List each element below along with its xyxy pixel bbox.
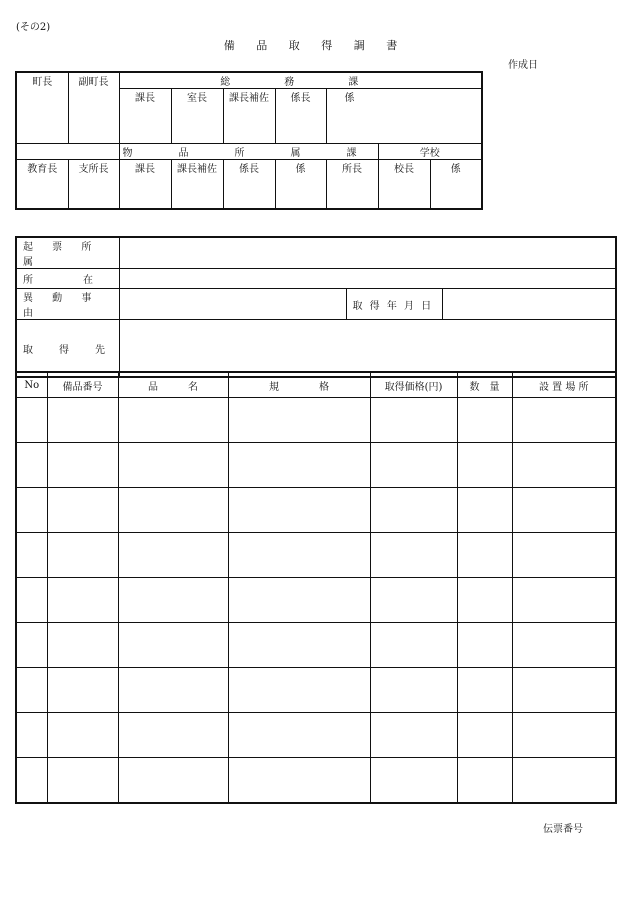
table-cell[interactable] — [118, 533, 228, 578]
table-cell[interactable] — [16, 713, 47, 758]
acq-date-label: 取 得 年 月 日 — [346, 289, 442, 320]
table-cell[interactable] — [512, 488, 616, 533]
table-cell[interactable] — [457, 668, 512, 713]
table-cell[interactable] — [16, 443, 47, 488]
reason-field[interactable] — [119, 289, 346, 320]
table-cell[interactable] — [457, 533, 512, 578]
reason-label: 異 動 事 由 — [16, 289, 119, 320]
table-cell[interactable] — [47, 443, 118, 488]
table-row — [16, 443, 616, 488]
table-cell[interactable] — [370, 713, 457, 758]
table-cell[interactable] — [118, 623, 228, 668]
table-cell[interactable] — [118, 713, 228, 758]
table-cell[interactable] — [16, 758, 47, 804]
info-table — [15, 236, 617, 378]
table-cell[interactable] — [16, 533, 47, 578]
table-cell[interactable] — [457, 713, 512, 758]
general-affairs-label: 総 務 課 — [119, 72, 482, 89]
table-cell[interactable] — [457, 443, 512, 488]
ga-staff-label: 係 — [326, 89, 482, 144]
ga-chief-label: 課長 — [119, 89, 171, 144]
table-cell[interactable] — [457, 488, 512, 533]
table-cell[interactable] — [16, 398, 47, 443]
table-cell[interactable] — [47, 533, 118, 578]
table-row — [16, 398, 616, 443]
col-spec: 規 格 — [228, 372, 370, 398]
origin-dept-field[interactable] — [119, 237, 616, 269]
school-staff-label: 係 — [430, 160, 482, 210]
table-cell[interactable] — [228, 713, 370, 758]
table-cell[interactable] — [512, 578, 616, 623]
table-row — [16, 623, 616, 668]
office-head-label: 所長 — [326, 160, 378, 210]
ga-assistant-chief-label: 課長補佐 — [223, 89, 275, 144]
table-cell[interactable] — [228, 488, 370, 533]
table-cell[interactable] — [512, 443, 616, 488]
voucher-number-label: 伝票番号 — [543, 824, 583, 835]
table-cell[interactable] — [228, 398, 370, 443]
table-row — [16, 758, 616, 804]
table-cell[interactable] — [512, 623, 616, 668]
table-cell[interactable] — [118, 668, 228, 713]
table-cell[interactable] — [47, 668, 118, 713]
principal-label: 校長 — [378, 160, 430, 210]
dept-section-chief-label: 係長 — [223, 160, 275, 210]
table-cell[interactable] — [118, 488, 228, 533]
table-cell[interactable] — [16, 668, 47, 713]
table-cell[interactable] — [228, 623, 370, 668]
table-cell[interactable] — [47, 713, 118, 758]
table-cell[interactable] — [228, 578, 370, 623]
table-cell[interactable] — [47, 488, 118, 533]
school-label: 学校 — [378, 144, 482, 160]
table-cell[interactable] — [512, 533, 616, 578]
table-cell[interactable] — [370, 533, 457, 578]
col-item-name: 品 名 — [118, 372, 228, 398]
table-cell[interactable] — [118, 578, 228, 623]
table-cell[interactable] — [118, 443, 228, 488]
location-label: 所 在 — [16, 269, 119, 289]
table-cell[interactable] — [47, 758, 118, 804]
dept-staff-label: 係 — [275, 160, 326, 210]
table-cell[interactable] — [457, 578, 512, 623]
dept-assistant-chief-label: 課長補佐 — [171, 160, 223, 210]
table-cell[interactable] — [370, 488, 457, 533]
table-row — [16, 533, 616, 578]
superintendent-label: 教育長 — [16, 160, 68, 210]
table-cell[interactable] — [228, 443, 370, 488]
table-row — [16, 578, 616, 623]
table-cell[interactable] — [370, 758, 457, 804]
col-item-number: 備品番号 — [47, 372, 118, 398]
table-row — [16, 488, 616, 533]
col-location: 設 置 場 所 — [512, 372, 616, 398]
items-table — [15, 371, 617, 804]
table-cell[interactable] — [457, 623, 512, 668]
table-cell[interactable] — [512, 668, 616, 713]
table-cell[interactable] — [16, 488, 47, 533]
created-date-label: 作成日 — [508, 60, 538, 71]
table-cell[interactable] — [228, 758, 370, 804]
table-cell[interactable] — [457, 398, 512, 443]
ga-section-chief-label: 係長 — [275, 89, 326, 144]
col-no: No — [16, 372, 47, 398]
table-cell[interactable] — [370, 623, 457, 668]
table-cell[interactable] — [370, 578, 457, 623]
blank-cell — [16, 144, 119, 160]
table-row — [16, 668, 616, 713]
location-field[interactable] — [119, 269, 616, 289]
page-title: 備 品 取 得 調 書 — [223, 39, 407, 52]
table-cell[interactable] — [47, 623, 118, 668]
table-cell[interactable] — [457, 758, 512, 804]
table-cell[interactable] — [118, 398, 228, 443]
table-cell[interactable] — [370, 668, 457, 713]
origin-dept-label: 起 票 所 属 — [16, 237, 119, 269]
mayor-label: 町長 — [16, 72, 68, 144]
acq-from-label: 取 得 先 — [16, 320, 119, 378]
ga-office-head-label: 室長 — [171, 89, 223, 144]
deputy-mayor-label: 副町長 — [68, 72, 119, 144]
table-cell[interactable] — [118, 758, 228, 804]
table-cell[interactable] — [47, 578, 118, 623]
table-cell[interactable] — [512, 398, 616, 443]
table-cell[interactable] — [228, 533, 370, 578]
branch-manager-label: 支所長 — [68, 160, 119, 210]
table-cell[interactable] — [512, 713, 616, 758]
table-cell[interactable] — [47, 398, 118, 443]
col-price: 取得価格(円) — [370, 372, 457, 398]
table-cell[interactable] — [370, 443, 457, 488]
owning-dept-label: 物 品 所 属 課 — [119, 144, 378, 160]
dept-chief-label: 課長 — [119, 160, 171, 210]
col-quantity: 数 量 — [457, 372, 512, 398]
table-row — [16, 713, 616, 758]
table-cell[interactable] — [370, 398, 457, 443]
acq-from-field[interactable] — [119, 320, 616, 378]
table-cell[interactable] — [16, 578, 47, 623]
table-cell[interactable] — [16, 623, 47, 668]
approval-table — [15, 71, 483, 210]
table-cell[interactable] — [228, 668, 370, 713]
sub-number: (その2) — [16, 22, 51, 33]
table-cell[interactable] — [512, 758, 616, 804]
acq-date-field[interactable] — [442, 289, 616, 320]
